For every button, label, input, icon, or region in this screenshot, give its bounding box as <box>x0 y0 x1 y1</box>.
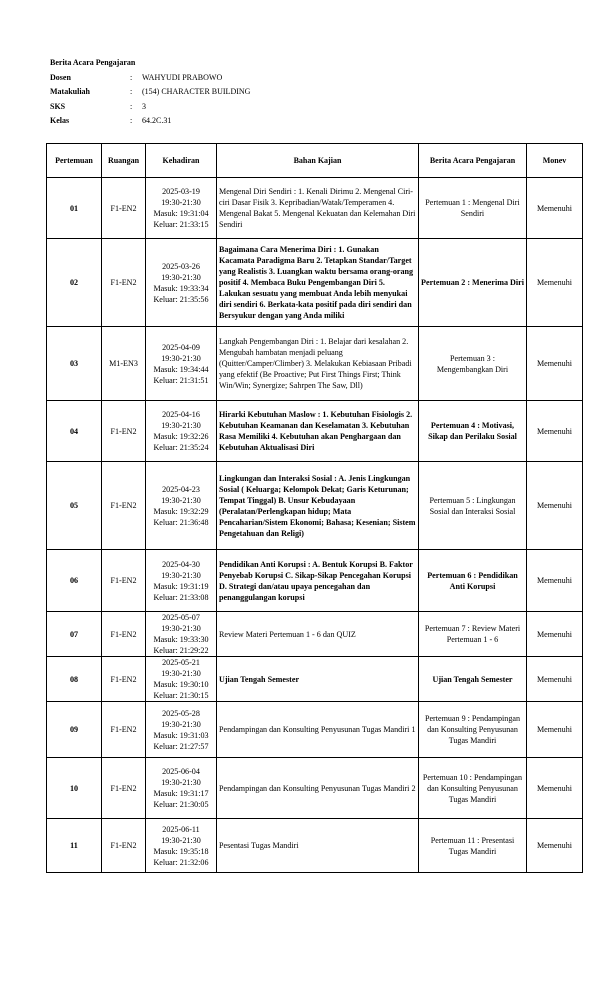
cell-pertemuan: 10 <box>47 758 102 819</box>
cell-ruangan: F1-EN2 <box>102 401 146 462</box>
cell-pertemuan: 09 <box>47 702 102 758</box>
cell-monev: Memenuhi <box>527 612 583 657</box>
column-header-kehadiran: Kehadiran <box>146 144 217 178</box>
field-value: (154) CHARACTER BUILDING <box>142 87 251 97</box>
field-separator: : <box>130 87 133 97</box>
cell-monev: Memenuhi <box>527 462 583 550</box>
kehadiran-keluar: Keluar: 21:27:57 <box>153 741 209 751</box>
cell-bahan-kajian: Pendampingan dan Konsulting Penyusunan Tugas Mandiri 2 <box>217 758 419 819</box>
kehadiran-tanggal: 2025-05-28 <box>162 708 200 718</box>
table-row <box>47 239 583 327</box>
kehadiran-masuk: Masuk: 19:31:04 <box>153 209 209 218</box>
cell-ruangan: F1-EN2 <box>102 178 146 239</box>
kehadiran-masuk: Masuk: 19:35:18 <box>153 846 209 856</box>
kehadiran-jam: 19:30-21:30 <box>161 353 201 363</box>
column-header-pertemuan: Pertemuan <box>47 144 102 178</box>
kehadiran-jam: 19:30-21:30 <box>161 835 201 845</box>
cell-monev: Memenuhi <box>527 401 583 462</box>
field-value: WAHYUDI PRABOWO <box>142 72 223 82</box>
kehadiran-keluar: Keluar: 21:35:24 <box>153 443 209 452</box>
document-title: Berita Acara Pengajaran <box>50 58 136 67</box>
teaching-record-table <box>46 143 583 873</box>
cell-pertemuan: 06 <box>47 550 102 612</box>
cell-bahan-kajian: Pesentasi Tugas Mandiri <box>217 819 419 873</box>
cell-monev: Memenuhi <box>527 657 583 702</box>
cell-bahan-kajian: Hirarki Kebutuhan Maslow : 1. Kebutuhan Fisiologis 2. Kebutuhan Keamanan dan Keselamatan 3. Kebutuhan Rasa Memiliki 4. Kebutuhan akan Penghargaan dan Kebutuhan Aktualisasi Diri <box>217 401 419 462</box>
kehadiran-tanggal: 2025-04-09 <box>162 342 200 352</box>
cell-berita-acara: Pertemuan 10 : Pendampingan dan Konsulting Penyusunan Tugas Mandiri <box>419 758 527 819</box>
cell-bahan-kajian: Pendampingan dan Konsulting Penyusunan Tugas Mandiri 1 <box>217 702 419 758</box>
cell-monev: Memenuhi <box>527 758 583 819</box>
kehadiran-masuk: Masuk: 19:31:03 <box>153 730 209 740</box>
kehadiran-jam: 19:30-21:30 <box>161 570 201 580</box>
cell-monev: Memenuhi <box>527 819 583 873</box>
table-row <box>47 178 583 239</box>
cell-kehadiran <box>146 550 217 612</box>
cell-ruangan: F1-EN2 <box>102 657 146 702</box>
cell-monev: Memenuhi <box>527 327 583 401</box>
table-row <box>47 702 583 758</box>
kehadiran-jam: 19:30-21:30 <box>161 198 201 207</box>
field-matakuliah <box>50 85 250 100</box>
cell-kehadiran <box>146 657 217 702</box>
field-value: 3 <box>142 101 146 111</box>
cell-monev: Memenuhi <box>527 239 583 327</box>
cell-bahan-kajian: Mengenal Diri Sendiri : 1. Kenali Dirimu 2. Mengenal Ciri-ciri Dasar Fisik 3. Kepribadian/Watak/Temperamen 4. Mengenal Bakat 5. Mengenal Kekuatan dan Kelemahan Diri Sendiri <box>217 178 419 239</box>
cell-kehadiran <box>146 178 217 239</box>
cell-berita-acara: Pertemuan 3 : Mengembangkan Diri <box>419 327 527 401</box>
table-row <box>47 758 583 819</box>
column-header-ruangan: Ruangan <box>102 144 146 178</box>
cell-bahan-kajian: Pendidikan Anti Korupsi : A. Bentuk Korupsi B. Faktor Penyebab Korupsi C. Sikap-Sikap Pencegahan Korupsi D. Strategi dan/atau upaya pencegahan dan penanggulangan korupsi <box>217 550 419 612</box>
cell-bahan-kajian: Ujian Tengah Semester <box>217 657 419 702</box>
kehadiran-tanggal: 2025-06-11 <box>162 824 200 834</box>
cell-pertemuan: 03 <box>47 327 102 401</box>
kehadiran-masuk: Masuk: 19:32:29 <box>153 506 209 516</box>
document-header <box>50 56 250 129</box>
cell-kehadiran <box>146 239 217 327</box>
field-dosen <box>50 71 250 86</box>
cell-kehadiran <box>146 462 217 550</box>
cell-kehadiran <box>146 758 217 819</box>
table-row <box>47 657 583 702</box>
table-body <box>47 178 583 873</box>
cell-pertemuan: 05 <box>47 462 102 550</box>
kehadiran-jam: 19:30-21:30 <box>161 624 201 633</box>
kehadiran-keluar: Keluar: 21:36:48 <box>153 517 209 527</box>
cell-pertemuan: 08 <box>47 657 102 702</box>
field-label: Matakuliah <box>50 87 91 97</box>
cell-berita-acara: Pertemuan 6 : Pendidikan Anti Korupsi <box>419 550 527 612</box>
cell-ruangan: F1-EN2 <box>102 819 146 873</box>
kehadiran-masuk: Masuk: 19:31:19 <box>153 581 209 591</box>
field-kelas <box>50 114 250 129</box>
kehadiran-tanggal: 2025-04-30 <box>162 559 200 569</box>
kehadiran-masuk: Masuk: 19:33:30 <box>153 635 209 644</box>
cell-kehadiran <box>146 327 217 401</box>
kehadiran-keluar: Keluar: 21:35:56 <box>153 294 209 304</box>
kehadiran-jam: 19:30-21:30 <box>161 669 201 678</box>
cell-ruangan: F1-EN2 <box>102 462 146 550</box>
cell-kehadiran <box>146 612 217 657</box>
kehadiran-tanggal: 2025-03-19 <box>162 187 200 196</box>
kehadiran-keluar: Keluar: 21:32:06 <box>153 857 209 867</box>
table-row <box>47 462 583 550</box>
cell-kehadiran <box>146 819 217 873</box>
cell-monev: Memenuhi <box>527 550 583 612</box>
kehadiran-keluar: Keluar: 21:33:15 <box>153 220 209 229</box>
cell-berita-acara: Pertemuan 4 : Motivasi, Sikap dan Perilaku Sosial <box>419 401 527 462</box>
cell-bahan-kajian: Bagaimana Cara Menerima Diri : 1. Gunakan Kacamata Paradigma Baru 2. Tetapkan Standar/Target yang Realistis 3. Luangkan waktu bersama orang-orang positif 4. Membaca Buku Pengembangan Diri 5. Lakukan sesuatu yang membuat Anda lebih menyukai diri sendiri 6. Berkata-kata positif pada diri sendiri dan Bersyukur dengan yang Anda miliki <box>217 239 419 327</box>
field-separator: : <box>130 72 133 82</box>
cell-berita-acara: Pertemuan 9 : Pendampingan dan Konsulting Penyusunan Tugas Mandiri <box>419 702 527 758</box>
kehadiran-keluar: Keluar: 21:30:05 <box>153 800 209 809</box>
cell-monev: Memenuhi <box>527 702 583 758</box>
kehadiran-jam: 19:30-21:30 <box>161 778 201 787</box>
kehadiran-keluar: Keluar: 21:29:22 <box>153 646 209 655</box>
kehadiran-masuk: Masuk: 19:33:34 <box>153 283 209 293</box>
cell-ruangan: F1-EN2 <box>102 239 146 327</box>
kehadiran-tanggal: 2025-04-16 <box>162 410 200 419</box>
cell-berita-acara: Pertemuan 2 : Menerima Diri <box>419 239 527 327</box>
kehadiran-masuk: Masuk: 19:32:26 <box>153 432 209 441</box>
kehadiran-keluar: Keluar: 21:30:15 <box>153 691 209 700</box>
cell-pertemuan: 11 <box>47 819 102 873</box>
table-header-row <box>47 144 583 178</box>
kehadiran-tanggal: 2025-03-26 <box>162 261 200 271</box>
table-row <box>47 550 583 612</box>
cell-bahan-kajian: Review Materi Pertemuan 1 - 6 dan QUIZ <box>217 612 419 657</box>
cell-berita-acara: Pertemuan 11 : Presentasi Tugas Mandiri <box>419 819 527 873</box>
kehadiran-masuk: Masuk: 19:30:10 <box>153 680 209 689</box>
column-header-monev: Monev <box>527 144 583 178</box>
field-label: Kelas <box>50 116 70 126</box>
cell-pertemuan: 01 <box>47 178 102 239</box>
kehadiran-tanggal: 2025-06-04 <box>162 767 200 776</box>
kehadiran-jam: 19:30-21:30 <box>161 719 201 729</box>
table-row <box>47 401 583 462</box>
cell-pertemuan: 07 <box>47 612 102 657</box>
kehadiran-masuk: Masuk: 19:34:44 <box>153 364 209 374</box>
field-separator: : <box>130 116 133 126</box>
column-header-berita-acara: Berita Acara Pengajaran <box>419 144 527 178</box>
field-separator: : <box>130 101 133 111</box>
cell-ruangan: F1-EN2 <box>102 758 146 819</box>
cell-berita-acara: Ujian Tengah Semester <box>419 657 527 702</box>
kehadiran-jam: 19:30-21:30 <box>161 495 201 505</box>
table-row <box>47 819 583 873</box>
kehadiran-tanggal: 2025-05-07 <box>162 613 200 622</box>
kehadiran-keluar: Keluar: 21:31:51 <box>153 375 209 385</box>
table-row <box>47 327 583 401</box>
cell-berita-acara: Pertemuan 7 : Review Materi Pertemuan 1 - 6 <box>419 612 527 657</box>
cell-ruangan: F1-EN2 <box>102 612 146 657</box>
field-label: Dosen <box>50 72 71 82</box>
cell-ruangan: F1-EN2 <box>102 702 146 758</box>
cell-berita-acara: Pertemuan 5 : Lingkungan Sosial dan Interaksi Sosial <box>419 462 527 550</box>
cell-bahan-kajian: Langkah Pengembangan Diri : 1. Belajar dari kesalahan 2. Mengubah hambatan menjadi peluang (Quitter/Camper/Climber) 3. Melakukan Kebiasaan Pribadi yang efektif (Be Proactive; Put First Things First; Think Win/Win; Synergize; Sahrpen The Saw, Dll) <box>217 327 419 401</box>
field-value: 64.2C.31 <box>142 116 172 126</box>
kehadiran-tanggal: 2025-05-21 <box>162 658 200 667</box>
table-row <box>47 612 583 657</box>
cell-pertemuan: 02 <box>47 239 102 327</box>
cell-kehadiran <box>146 702 217 758</box>
cell-monev: Memenuhi <box>527 178 583 239</box>
kehadiran-tanggal: 2025-04-23 <box>162 484 200 494</box>
cell-berita-acara: Pertemuan 1 : Mengenal Diri Sendiri <box>419 178 527 239</box>
field-sks <box>50 100 250 115</box>
kehadiran-jam: 19:30-21:30 <box>161 272 201 282</box>
column-header-bahan-kajian: Bahan Kajian <box>217 144 419 178</box>
field-label: SKS <box>50 101 66 111</box>
cell-ruangan: F1-EN2 <box>102 550 146 612</box>
cell-bahan-kajian: Lingkungan dan Interaksi Sosial : A. Jenis Lingkungan Sosial ( Keluarga; Kelompok Dekat; Garis Keturunan; Tempat Tinggal) B. Unsur Kebudayaan (Peralatan/Perlengkapan hidup; Mata Pencaharian/Sistem Ekonomi; Bahasa; Kesenian; Sistem Pengetahuan dan Religi) <box>217 462 419 550</box>
kehadiran-jam: 19:30-21:30 <box>161 421 201 430</box>
kehadiran-keluar: Keluar: 21:33:08 <box>153 592 209 602</box>
kehadiran-masuk: Masuk: 19:31:17 <box>153 789 209 798</box>
cell-pertemuan: 04 <box>47 401 102 462</box>
cell-ruangan: M1-EN3 <box>102 327 146 401</box>
cell-kehadiran <box>146 401 217 462</box>
